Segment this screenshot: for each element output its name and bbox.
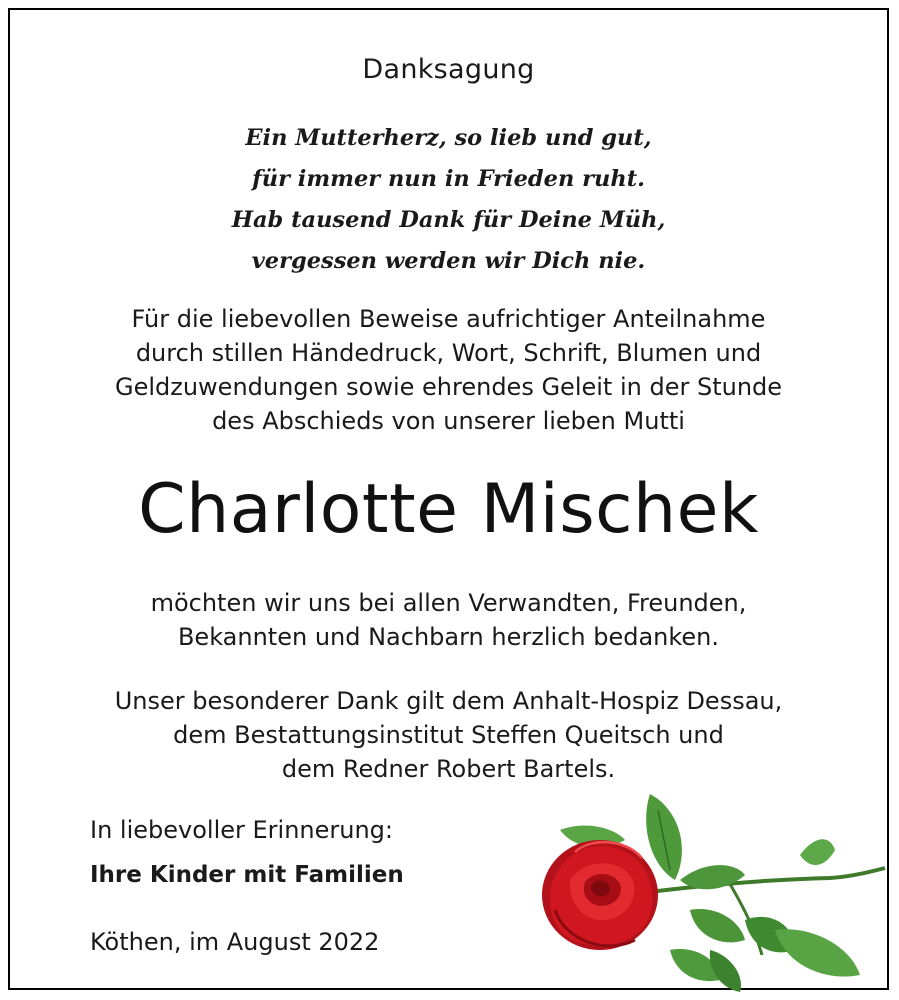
thanks-line: möchten wir uns bei allen Verwandten, Freunden, — [150, 589, 747, 617]
thanks-line: Bekannten und Nachbarn herzlich bedanken. — [177, 623, 720, 651]
notice-heading: Danksagung — [362, 54, 535, 85]
thanks-relatives-paragraph — [10, 586, 887, 654]
intro-paragraph — [10, 302, 887, 438]
intro-line: Für die liebevollen Beweise aufrichtiger Anteilnahme — [131, 305, 766, 333]
obituary-notice-frame — [8, 8, 889, 990]
special-thanks-paragraph — [10, 684, 887, 786]
special-thanks-line: dem Bestattungsinstitut Steffen Queitsch und — [173, 721, 724, 749]
poem-line: Ein Mutterherz, so lieb und gut, — [245, 125, 652, 151]
intro-line: des Abschieds von unserer lieben Mutti — [212, 407, 685, 435]
special-thanks-line: Unser besonderer Dank gilt dem Anhalt-Hospiz Dessau, — [114, 687, 783, 715]
poem-line: für immer nun in Frieden ruht. — [252, 166, 645, 192]
special-thanks-line: dem Redner Robert Bartels. — [281, 755, 616, 783]
family-signature: Ihre Kinder mit Familien — [90, 862, 404, 888]
intro-line: Geldzuwendungen sowie ehrendes Geleit in der Stunde — [114, 373, 783, 401]
red-rose-illustration — [530, 780, 890, 995]
memory-line: In liebevoller Erinnerung: — [90, 816, 393, 844]
poem-line: Hab tausend Dank für Deine Müh, — [231, 207, 666, 233]
deceased-name: Charlotte Mischek — [138, 470, 759, 549]
poem — [10, 118, 887, 282]
poem-line: vergessen werden wir Dich nie. — [251, 248, 646, 274]
intro-line: durch stillen Händedruck, Wort, Schrift, Blumen und — [135, 339, 762, 367]
place-date: Köthen, im August 2022 — [90, 928, 380, 956]
